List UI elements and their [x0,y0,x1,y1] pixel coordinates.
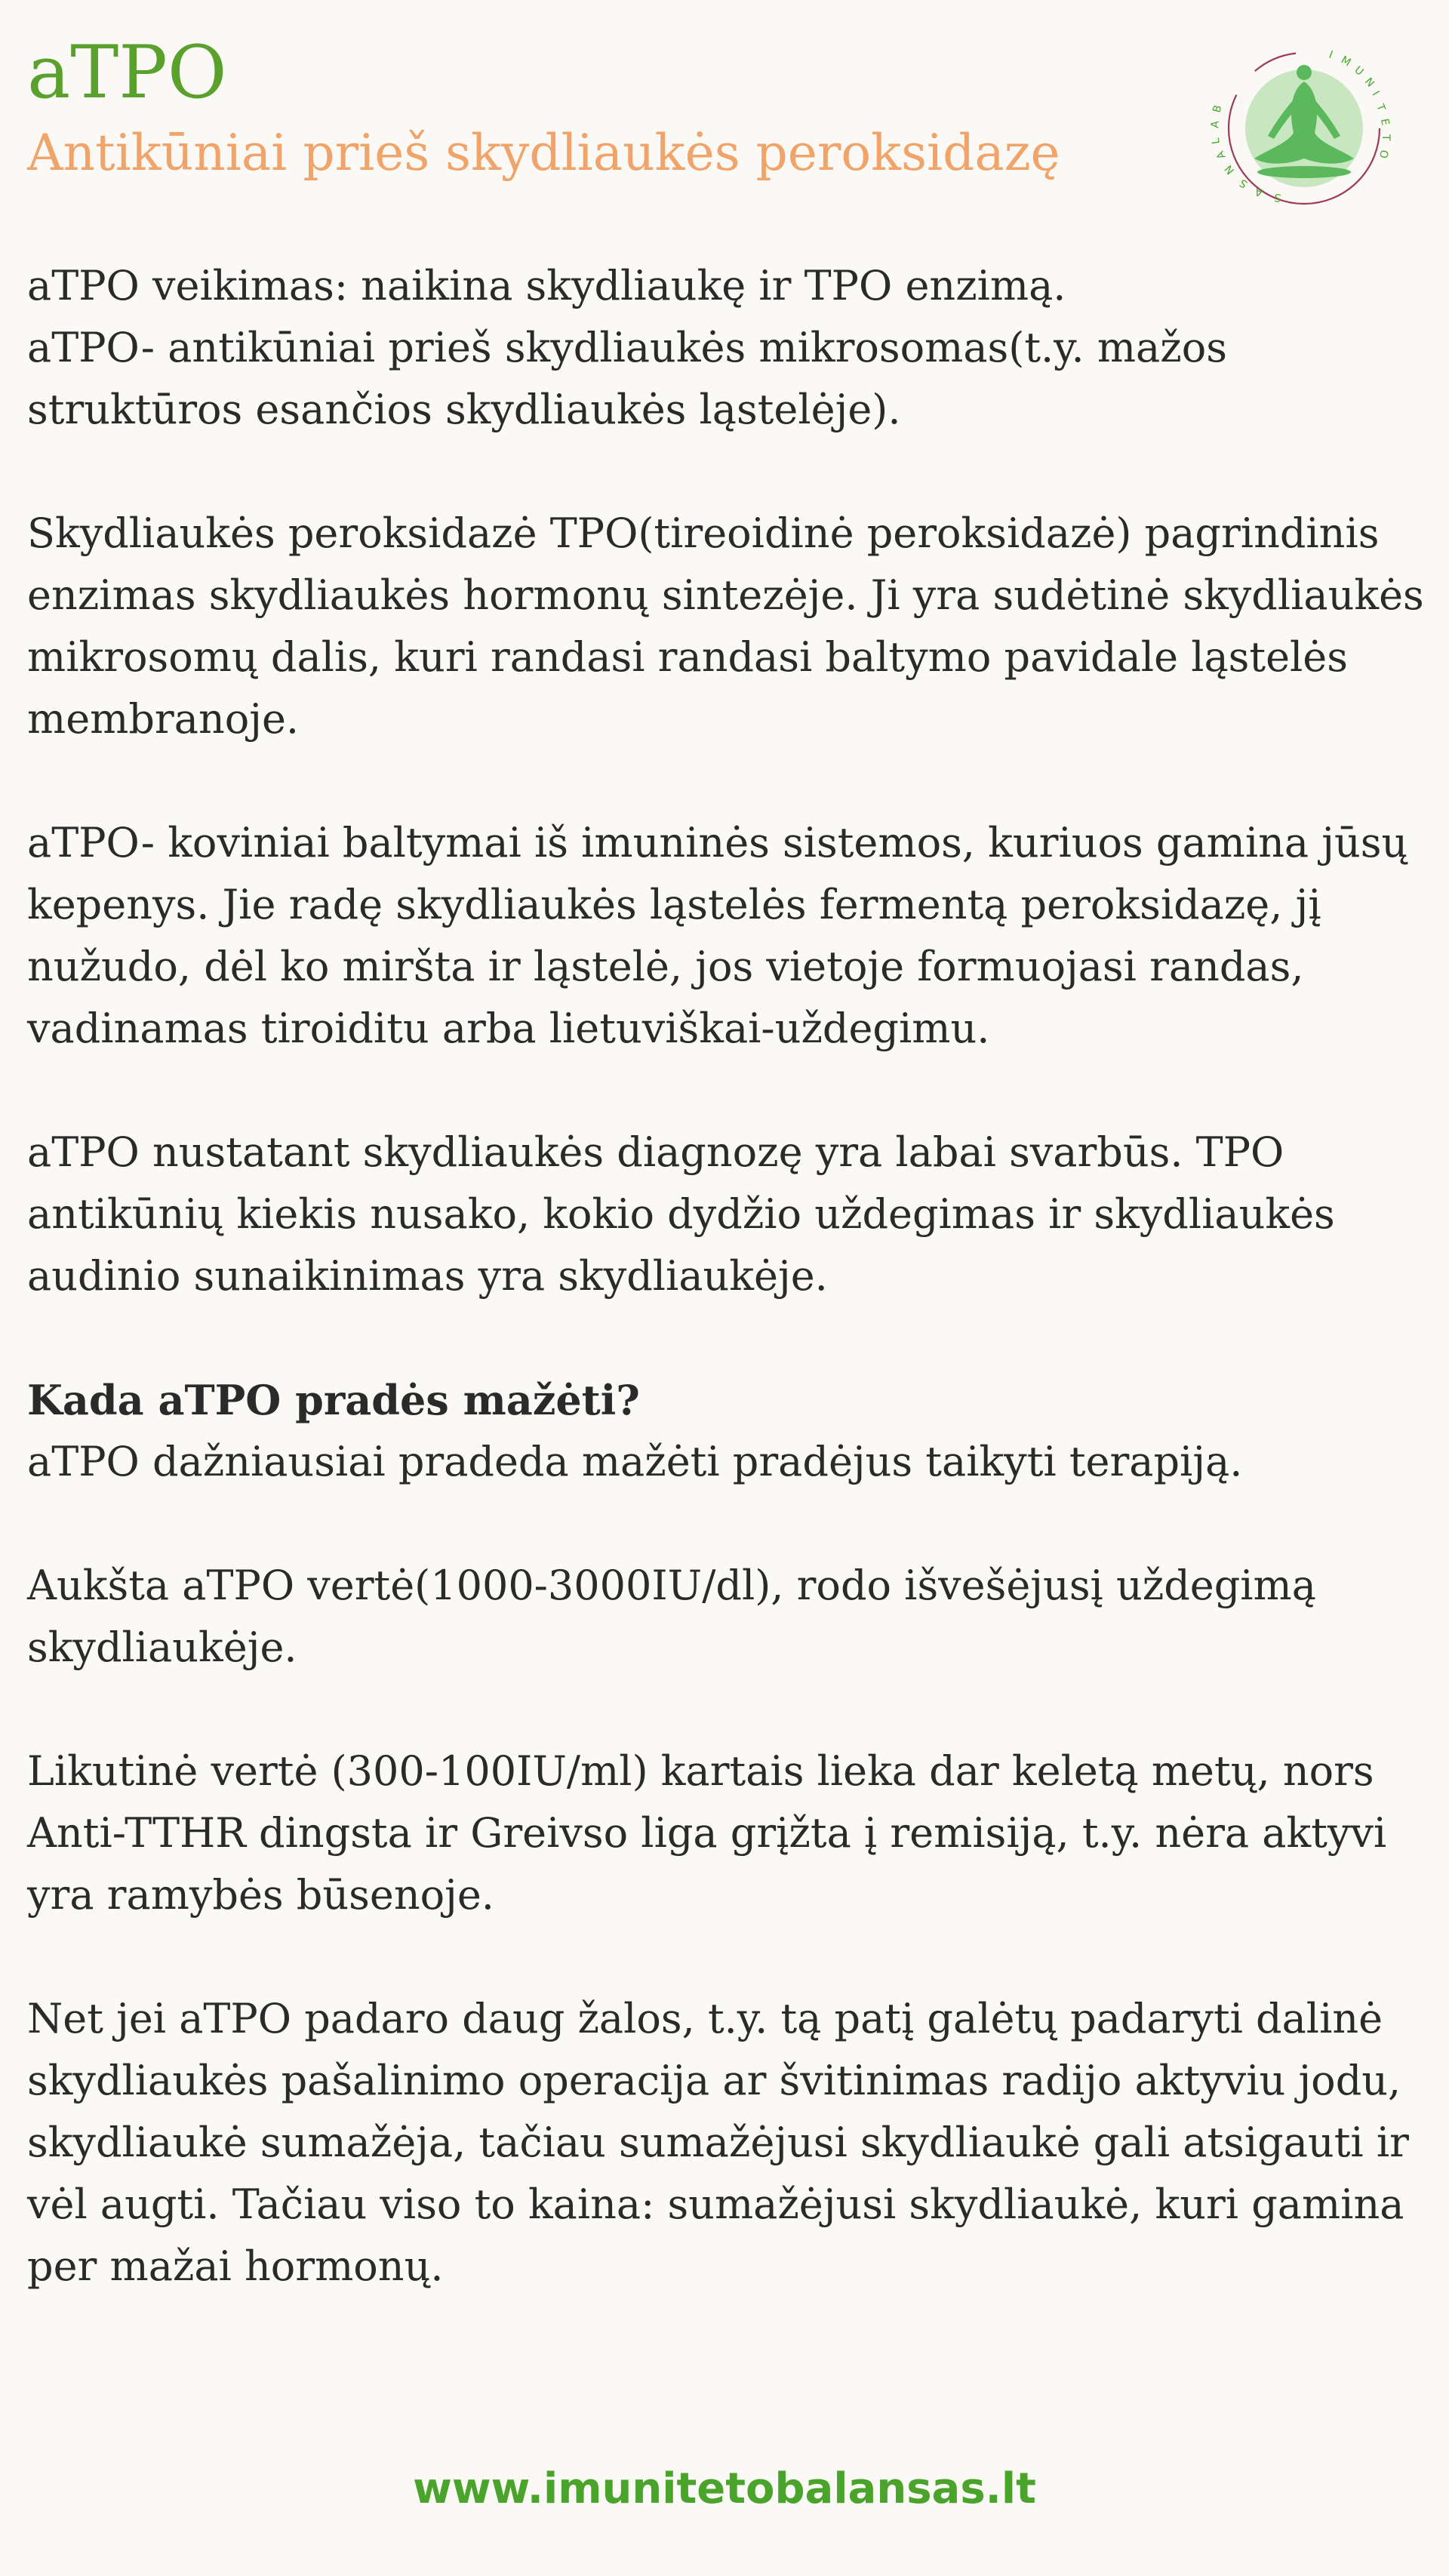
text-line: vėl augti. Tačiau viso to kaina: sumažėjusi skydliaukė, kuri gamina [27,2181,1404,2228]
text-line: aTPO- antikūniai prieš skydliaukės mikrosomas(t.y. mažos [27,324,1227,371]
text-line: Aukšta aTPO vertė(1000-3000IU/dl), rodo išvešėjusį uždegimą [27,1562,1316,1609]
svg-text:M: M [1339,54,1353,69]
question-heading-wrap [27,1369,1431,1431]
svg-text:U: U [1352,63,1366,78]
text-line: enzimas skydliaukės hormonų sintezėje. Ji yra sudėtinė skydliaukės [27,571,1424,619]
text-line: nužudo, dėl ko miršta ir ląstelė, jos vietoje formuojasi randas, [27,943,1304,990]
text-line: per mažai hormonų. [27,2242,444,2290]
text-line: aTPO nustatant skydliaukės diagnozę yra labai svarbūs. TPO [27,1128,1284,1176]
svg-text:I: I [1369,89,1382,98]
text-line: Likutinė vertė (300-100IU/ml) kartais lieka dar keletą metų, nors [27,1747,1374,1795]
svg-text:I: I [1327,48,1334,62]
question-heading: Kada aTPO pradės mažėti? [27,1376,640,1424]
svg-text:S: S [1237,176,1251,190]
svg-text:A: A [1209,120,1222,129]
article-body [27,255,1431,2359]
svg-text:S: S [1273,190,1282,204]
text-line: kepenys. Jie radę skydliaukės ląstelės fermentą peroksidazę, jį [27,881,1321,928]
text-line: aTPO veikimas: naikina skydliaukę ir TPO enzimą. [27,262,1066,309]
svg-text:E: E [1378,117,1392,127]
website-link[interactable]: www.imunitetobalansas.lt [413,2464,1036,2513]
paragraph-diagnosis [27,1122,1431,1307]
text-line: mikrosomų dalis, kuri randasi randasi baltymo pavidale ląstelės [27,633,1348,681]
paragraph-high-value [27,1555,1431,1679]
page-title: aTPO [27,30,227,115]
page-subtitle: Antikūniai prieš skydliaukės peroksidazę [27,124,1060,182]
text-line: struktūros esančios skydliaukės ląstelėje). [27,386,901,433]
text-line: aTPO dažniausiai pradeda mažėti pradėjus taikyti terapiją. [27,1438,1243,1485]
text-line: aTPO- koviniai baltymai iš imuninės sistemos, kuriuos gamina jūsų [27,819,1408,866]
text-line: yra ramybės būsenoje. [27,1871,494,1919]
text-line: skydliaukė sumažėja, tačiau sumažėjusi skydliaukė gali atsigauti ir [27,2119,1409,2166]
paragraph-tpo-definition [27,503,1431,750]
paragraph-atpo-action [27,255,1431,441]
svg-text:A: A [1253,184,1265,199]
text-line: membranoje. [27,695,300,743]
text-line: audinio sunaikinimas yra skydliaukėje. [27,1252,828,1300]
paragraph-decrease [27,1431,1431,1493]
paragraph-immune-proteins [27,812,1431,1060]
text-line: Anti-TTHR dingsta ir Greivso liga grįžta į remisiją, t.y. nėra aktyvi [27,1809,1387,1857]
svg-text:T: T [1374,102,1388,113]
text-line: skydliaukėje. [27,1623,297,1671]
svg-text:N: N [1223,162,1238,177]
text-line: skydliaukės pašalinimo operacija ar švitinimas radijo aktyviu jodu, [27,2057,1401,2104]
text-line: antikūnių kiekis nusako, kokio dydžio uždegimas ir skydliaukės [27,1190,1335,1238]
text-line: Skydliaukės peroksidazė TPO(tireoidinė peroksidazė) pagrindinis [27,509,1380,557]
svg-text:L: L [1209,137,1223,146]
text-line: vadinamas tiroiditu arba lietuviškai-uždegimu. [27,1005,990,1052]
text-line: Net jei aTPO padaro daug žalos, t.y. tą patį galėtų padaryti dalinė [27,1995,1383,2042]
svg-text:B: B [1211,103,1225,115]
paragraph-residual-value [27,1740,1431,1926]
paragraph-damage [27,1988,1431,2297]
svg-text:N: N [1361,75,1377,90]
svg-text:A: A [1214,149,1229,162]
svg-text:O: O [1377,149,1390,159]
imuniteto-balansas-logo [1209,38,1404,211]
svg-text:T: T [1380,134,1392,141]
